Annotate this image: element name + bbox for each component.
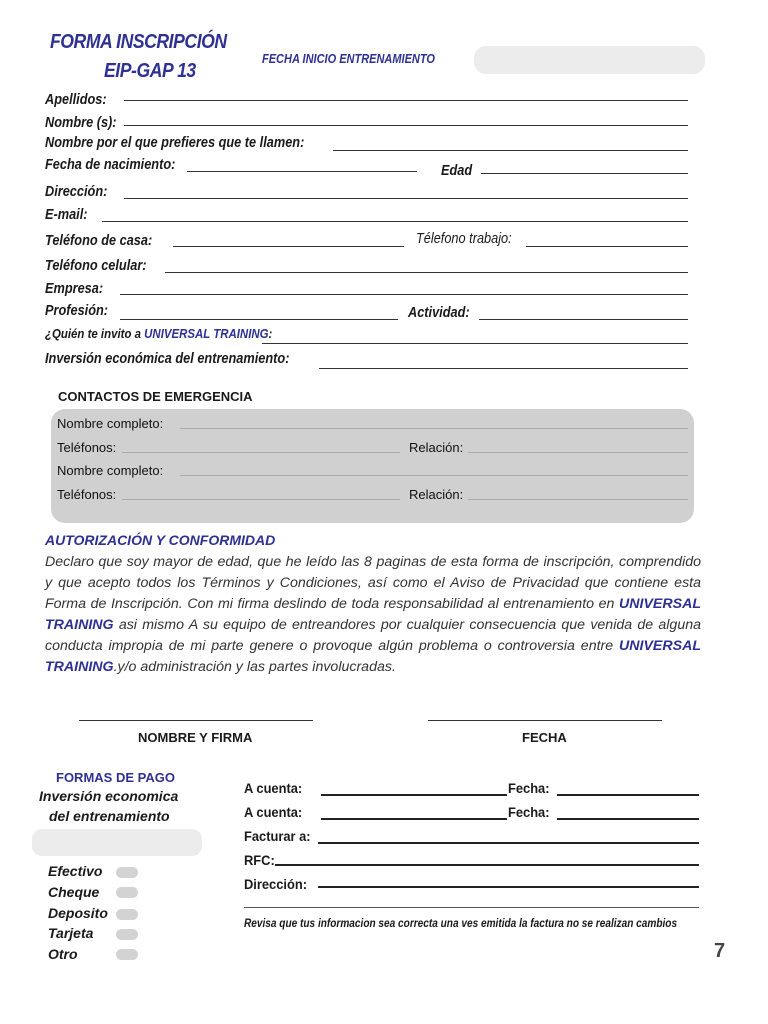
invoice-facturar-label: Facturar a: [244, 828, 311, 844]
email-label: E-mail: [45, 206, 88, 223]
nombre-label: Nombre (s): [45, 114, 117, 131]
authorization-p3: .y/o administración y las partes involucradas. [113, 659, 396, 675]
form-title-line1: FORMA INSCRIPCIÓN [50, 31, 227, 53]
invoice-rfc-line[interactable] [275, 864, 699, 866]
invoice-fecha-line-2[interactable] [557, 818, 699, 820]
emergency-relacion-line-1[interactable] [468, 452, 688, 453]
emergency-telefonos-line-1[interactable] [122, 452, 400, 453]
apodo-label: Nombre por el que prefieres que te llamen: [45, 134, 305, 151]
signature-name-label: NOMBRE Y FIRMA [138, 730, 253, 745]
payment-option-tarjeta: Tarjeta [48, 925, 94, 941]
profesion-label: Profesión: [45, 302, 109, 319]
tel-celular-line[interactable] [165, 272, 688, 273]
payment-checkbox-tarjeta[interactable] [116, 929, 138, 940]
authorization-brand-2: UNIVERSAL TRAINING [45, 638, 701, 675]
emergency-relacion-label-2: Relación: [409, 487, 464, 502]
invoice-facturar-line[interactable] [318, 842, 699, 844]
payment-checkbox-otro[interactable] [116, 949, 138, 960]
invoice-rfc-label: RFC: [244, 852, 275, 868]
empresa-label: Empresa: [45, 280, 104, 297]
start-date-label: FECHA INICIO ENTRENAMIENTO [262, 52, 435, 66]
payment-option-cheque: Cheque [48, 884, 100, 900]
direccion-label: Dirección: [45, 183, 108, 200]
email-line[interactable] [102, 221, 688, 222]
authorization-p2: asi mismo A su equipo de entreandores por cualquier consecuencia que venida de alguna conducta impropia de mi parte genere o provoque algún problema o controversia entre [45, 617, 701, 654]
invoice-a-cuenta-line-2[interactable] [321, 818, 507, 820]
empresa-line[interactable] [120, 294, 688, 295]
authorization-title: AUTORIZACIÓN Y CONFORMIDAD [45, 532, 276, 548]
edad-label: Edad [441, 162, 473, 179]
emergency-nombre-label-2: Nombre completo: [57, 463, 164, 478]
invito-prefix: ¿Quién te invito a [45, 326, 145, 341]
profesion-line[interactable] [120, 319, 398, 320]
apellidos-label: Apellidos: [45, 91, 107, 108]
invoice-a-cuenta-label-1: A cuenta: [244, 780, 303, 796]
invoice-fecha-line-1[interactable] [557, 794, 699, 796]
invito-label [45, 326, 272, 341]
emergency-telefonos-line-2[interactable] [122, 499, 400, 500]
invoice-note: Revisa que tus informacion sea correcta una ves emitida la factura no se realizan cambios [244, 916, 678, 930]
inversion-label: Inversión económica del entrenamiento: [45, 350, 290, 367]
payment-subtitle-1: Inversión economica [39, 788, 179, 804]
actividad-label: Actividad: [408, 304, 470, 321]
fecha-nacimiento-label: Fecha de nacimiento: [45, 156, 176, 173]
payment-checkbox-efectivo[interactable] [116, 867, 138, 878]
payment-subtitle-2: del entrenamiento [49, 808, 170, 824]
nombre-line[interactable] [124, 125, 688, 126]
tel-celular-label: Teléfono celular: [45, 257, 147, 274]
emergency-nombre-label-1: Nombre completo: [57, 416, 164, 431]
form-title-line2: EIP-GAP 13 [104, 60, 196, 82]
apodo-line[interactable] [333, 150, 688, 151]
authorization-p1: Declaro que soy mayor de edad, que he leído las 8 paginas de esta forma de inscripción, comprendido y que acepto todos los Términos y Condiciones, así como el Aviso de Privacidad que contiene esta Forma de Inscripción. Con mi firma deslindo de toda responsabilidad al entrenamiento en [45, 554, 701, 612]
emergency-relacion-label-1: Relación: [409, 440, 464, 455]
payment-option-deposito: Deposito [48, 905, 108, 921]
payment-option-efectivo: Efectivo [48, 863, 103, 879]
emergency-telefonos-label-1: Teléfonos: [57, 440, 117, 455]
apellidos-line[interactable] [124, 100, 688, 101]
edad-line[interactable] [481, 173, 688, 174]
signature-date-line[interactable] [428, 720, 662, 721]
tel-casa-label: Teléfono de casa: [45, 232, 153, 249]
emergency-nombre-line-2[interactable] [180, 475, 688, 476]
actividad-line[interactable] [479, 319, 688, 320]
signature-name-line[interactable] [79, 720, 313, 721]
payment-checkbox-deposito[interactable] [116, 909, 138, 920]
invoice-separator [244, 907, 699, 908]
invoice-a-cuenta-label-2: A cuenta: [244, 804, 303, 820]
inversion-line[interactable] [319, 368, 688, 369]
invoice-fecha-label-2: Fecha: [508, 804, 550, 820]
payment-checkbox-cheque[interactable] [116, 887, 138, 898]
page-number: 7 [714, 940, 726, 962]
emergency-nombre-line-1[interactable] [180, 428, 688, 429]
payment-amount-field[interactable] [32, 829, 202, 856]
invoice-a-cuenta-line-1[interactable] [321, 794, 507, 796]
tel-trabajo-label: Télefono trabajo: [416, 230, 512, 247]
emergency-relacion-line-2[interactable] [468, 499, 688, 500]
emergency-title: CONTACTOS DE EMERGENCIA [58, 389, 253, 404]
emergency-telefonos-label-2: Teléfonos: [57, 487, 117, 502]
fecha-nacimiento-line[interactable] [187, 171, 417, 172]
signature-date-label: FECHA [522, 730, 567, 745]
payment-option-otro: Otro [48, 946, 78, 962]
direccion-line[interactable] [124, 198, 688, 199]
invito-line[interactable] [262, 343, 688, 344]
invoice-fecha-label-1: Fecha: [508, 780, 550, 796]
payment-title: FORMAS DE PAGO [56, 770, 175, 785]
invito-suffix: : [268, 326, 273, 341]
invoice-direccion-label: Dirección: [244, 876, 307, 892]
invoice-direccion-line[interactable] [318, 886, 699, 888]
tel-trabajo-line[interactable] [526, 246, 688, 247]
invito-brand: UNIVERSAL TRAINING [144, 326, 269, 341]
authorization-text [45, 552, 701, 678]
start-date-field[interactable] [474, 46, 705, 74]
tel-casa-line[interactable] [173, 246, 404, 247]
authorization-brand-1: UNIVERSAL TRAINING [45, 596, 701, 633]
